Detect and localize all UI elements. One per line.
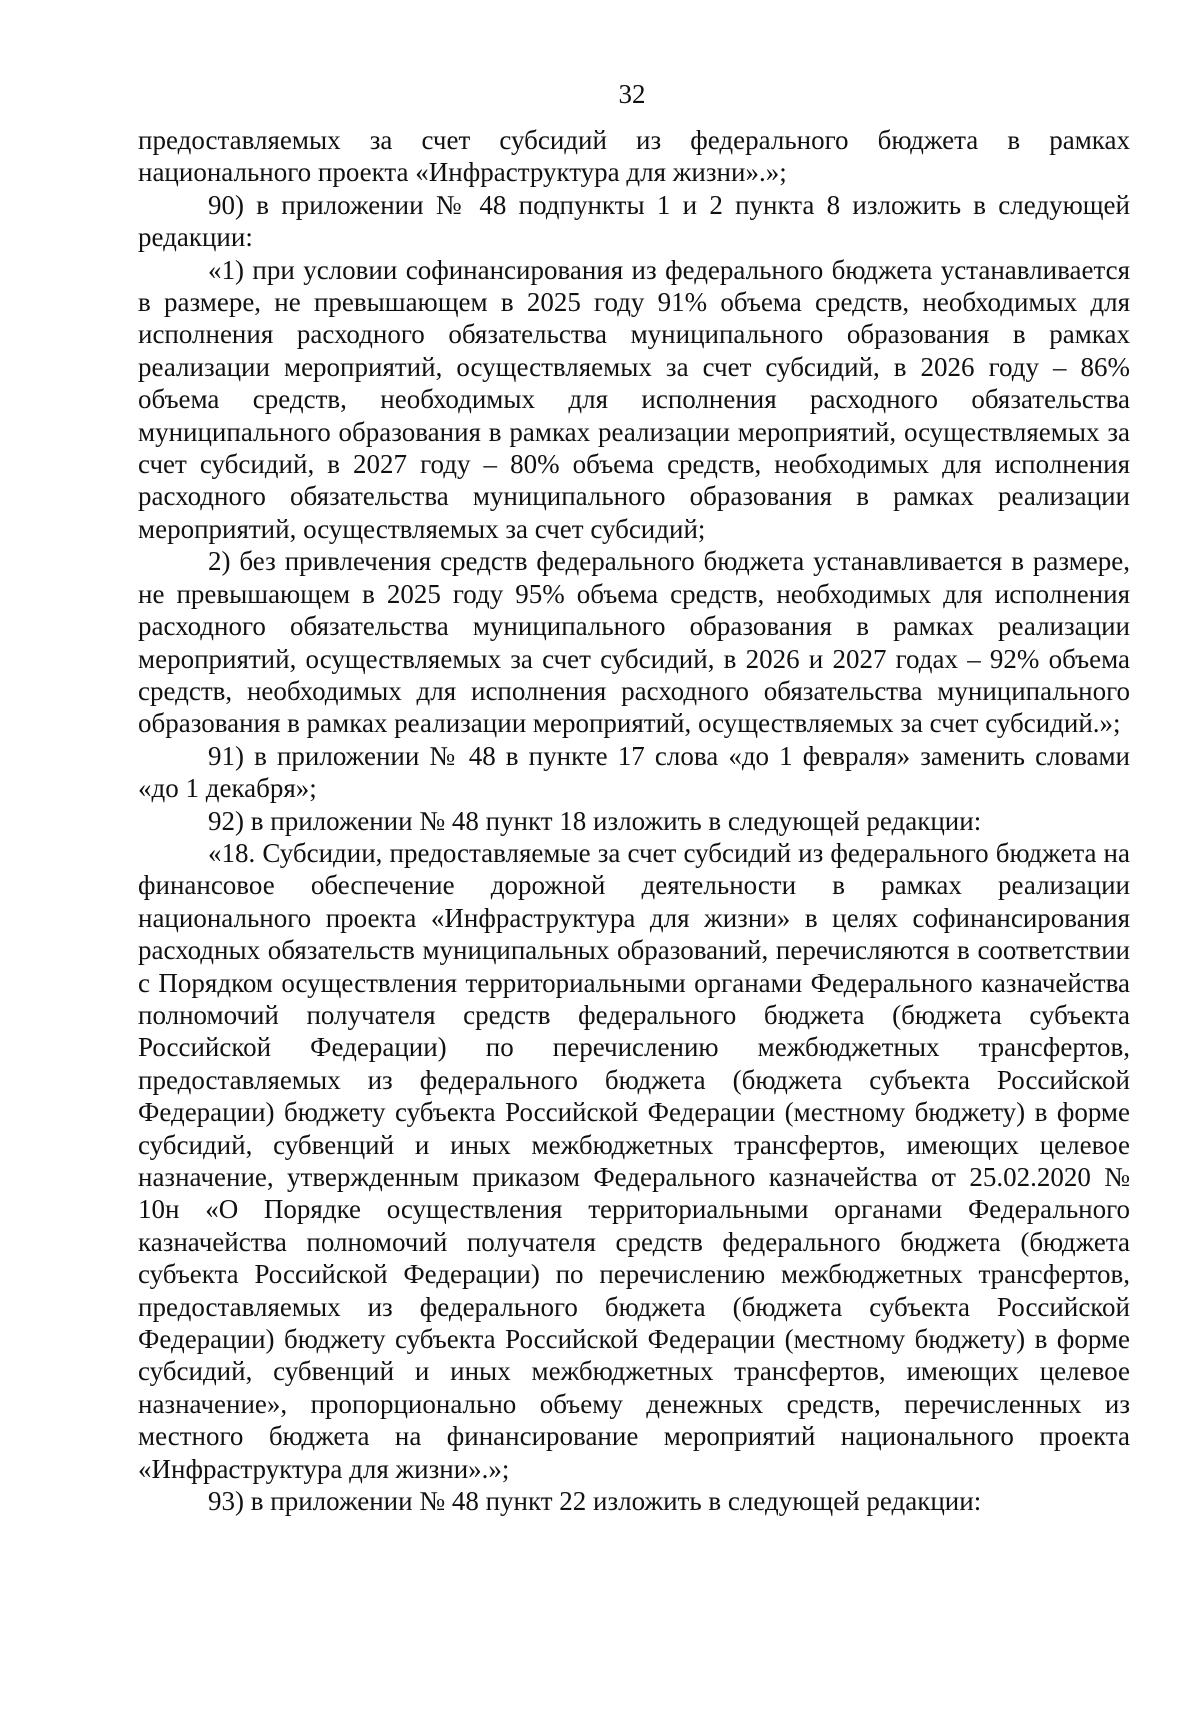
paragraph-continuation: предоставляемых за счет субсидий из федерального бюджета в рамках национального проекта «Инфраструктура для жизни».»; bbox=[138, 125, 1130, 188]
page-number: 32 bbox=[618, 79, 646, 109]
paragraph-item-91: 91) в приложении № 48 в пункте 17 слова «до 1 февраля» заменить словами «до 1 декабря»; bbox=[138, 740, 1130, 804]
document-body bbox=[138, 124, 1130, 1517]
paragraph-item-93: 93) в приложении № 48 пункт 22 изложить в следующей редакции: bbox=[208, 1486, 982, 1517]
paragraph-point-18: «18. Субсидии, предоставляемые за счет субсидий из федерального бюджета на финансовое обеспечение дорожной деятельности в рамках реализации национального проекта «Инфраструктура для жизни» в целях софинансирования расходных обязательств муниципальных образований, перечисляются в соответствии с Порядком осуществления территориальными органами Федерального казначейства полномочий получателя средств федерального бюджета (бюджета субъекта Российской Федерации) по перечислению межбюджетных трансфертов, предоставляемых из федерального бюджета (бюджета субъекта Российской Федерации) бюджету субъекта Российской Федерации (местному бюджету) в форме субсидий, субвенций и иных межбюджетных трансфертов, имеющих целевое назначение, утвержденным приказом Федерального казначейства от 25.02.2020 № 10н «О Порядке осуществления территориальными органами Федерального казначейства полномочий получателя средств федерального бюджета (бюджета субъекта Российской Федерации) по перечислению межбюджетных трансфертов, предоставляемых из федерального бюджета (бюджета субъекта Российской Федерации) бюджету субъекта Российской Федерации (местному бюджету) в форме субсидий, субвенций и иных межбюджетных трансфертов, имеющих целевое назначение», пропорционально объему денежных средств, перечисленных из местного бюджета на финансирование мероприятий национального проекта «Инфраструктура для жизни».»; bbox=[138, 837, 1130, 1484]
paragraph-subitem-1: «1) при условии софинансирования из федерального бюджета устанавливается в размере, не превышающем в 2025 году 91% объема средств, необходимых для исполнения расходного обязательства муниципального образования в рамках реализации мероприятий, осуществляемых за счет субсидий, в 2026 году – 86% объема средств, необходимых для исполнения расходного обязательства муниципального образования в рамках реализации мероприятий, осуществляемых за счет субсидий, в 2027 году – 80% объема средств, необходимых для исполнения расходного обязательства муниципального образования в рамках реализации мероприятий, осуществляемых за счет субсидий; bbox=[138, 254, 1130, 544]
paragraph-subitem-2: 2) без привлечения средств федерального бюджета устанавливается в размере, не превышающем в 2025 году 95% объема средств, необходимых для исполнения расходного обязательства муниципального образования в рамках реализации мероприятий, осуществляемых за счет субсидий, в 2026 и 2027 годах – 92% объема средств, необходимых для исполнения расходного обязательства муниципального образования в рамках реализации мероприятий, осуществляемых за счет субсидий.»; bbox=[138, 546, 1130, 739]
paragraph-item-92: 92) в приложении № 48 пункт 18 изложить в следующей редакции: bbox=[208, 805, 982, 836]
paragraph-item-90: 90) в приложении № 48 подпункты 1 и 2 пункта 8 изложить в следующей редакции: bbox=[138, 189, 1130, 253]
